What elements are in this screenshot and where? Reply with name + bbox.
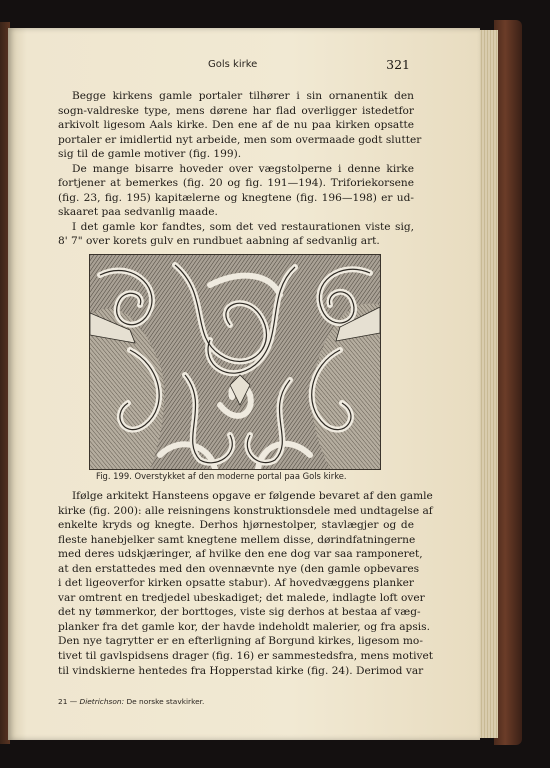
body-text-top <box>58 89 422 249</box>
printer-signature <box>58 697 204 706</box>
text-line: (fig. 23, fig. 195) kapitælerne og knegtene (fig. 196—198) er ud- <box>58 191 414 204</box>
text-line: Den nye tagrytter er en efterligning af Borgund kirkes, ligesom mo- <box>58 635 423 648</box>
figure-carved-ornament <box>89 254 381 470</box>
text-line: portaler er imidlertid nyt arbeide, men som overmaade godt slutter <box>58 133 422 146</box>
running-title: Gols kirke <box>208 59 258 70</box>
text-line: var omtrent en tredjedel ubeskadiget; det malede, indlagte loft over <box>58 591 425 604</box>
text-line: skaaret paa sedvanlig maade. <box>58 206 218 219</box>
page-number: 321 <box>386 57 410 72</box>
figure-caption: Fig. 199. Overstykket af den moderne portal paa Gols kirke. <box>96 471 347 481</box>
signature-sheet: 21 — <box>58 697 78 706</box>
running-head <box>80 59 410 73</box>
text-line: med deres udskjæringer, af hvilke den ene dog var saa ramponeret, <box>58 548 423 561</box>
text-line: kirke (fig. 200): alle reisningens konstruktionsdele med undtagelse af <box>58 504 433 517</box>
signature-author: Dietrichson: <box>79 697 125 706</box>
text-line: Ifølge arkitekt Hansteens opgave er følgende bevaret af den gamle <box>72 490 433 502</box>
carved-portal-ornament-icon <box>90 255 380 469</box>
text-line: det ny tømmerkor, der borttoges, viste sig derhos at bestaa af væg- <box>58 606 421 619</box>
text-line: 8' 7" over korets gulv en rundbuet aabning af sedvanlig art. <box>58 235 380 248</box>
text-line: tivet til gavlspidsens drager (fig. 16) er sammestedsfra, mens motivet <box>58 650 434 663</box>
signature-work: De norske stavkirker. <box>126 697 205 706</box>
text-line: sig til de gamle motiver (fig. 199). <box>58 148 242 161</box>
text-line: arkivolt ligesom Aals kirke. Den ene af de nu paa kirken opsatte <box>58 119 414 132</box>
text-line: til vindskierne hentedes fra Hopperstad kirke (fig. 24). Derimod var <box>58 664 424 677</box>
text-line: I det gamle kor fandtes, som det ved restaurationen viste sig, <box>72 220 414 233</box>
text-line: sogn-valdreske type, mens dørene har flad overligger istedetfor <box>58 104 414 117</box>
text-line: planker fra det gamle kor, der havde indeholdt malerier, og fra apsis. <box>58 620 430 633</box>
book-cover-right-edge <box>494 20 522 745</box>
text-line: fleste hanebjelker samt knegtene mellem disse, dørindfatningerne <box>58 533 416 546</box>
text-line: fortjener at bemerkes (fig. 20 og fig. 191—194). Triforiekorsene <box>58 177 414 190</box>
text-line: enkelte kryds og knegte. Derhos hjørnestolper, stavlægjer og de <box>58 519 414 532</box>
text-line: at den erstattedes med den ovennævnte nye (den gamle opbevares <box>58 562 420 575</box>
text-line: De mange bisarre hoveder over vægstolperne i denne kirke <box>72 162 414 175</box>
body-text-bottom <box>58 489 434 678</box>
text-line: Begge kirkens gamle portaler tilhører i sin ornanentik den <box>72 90 414 102</box>
text-line: i det ligeoverfor kirken opsatte stabur). Af hovedvæggens planker <box>58 577 414 590</box>
